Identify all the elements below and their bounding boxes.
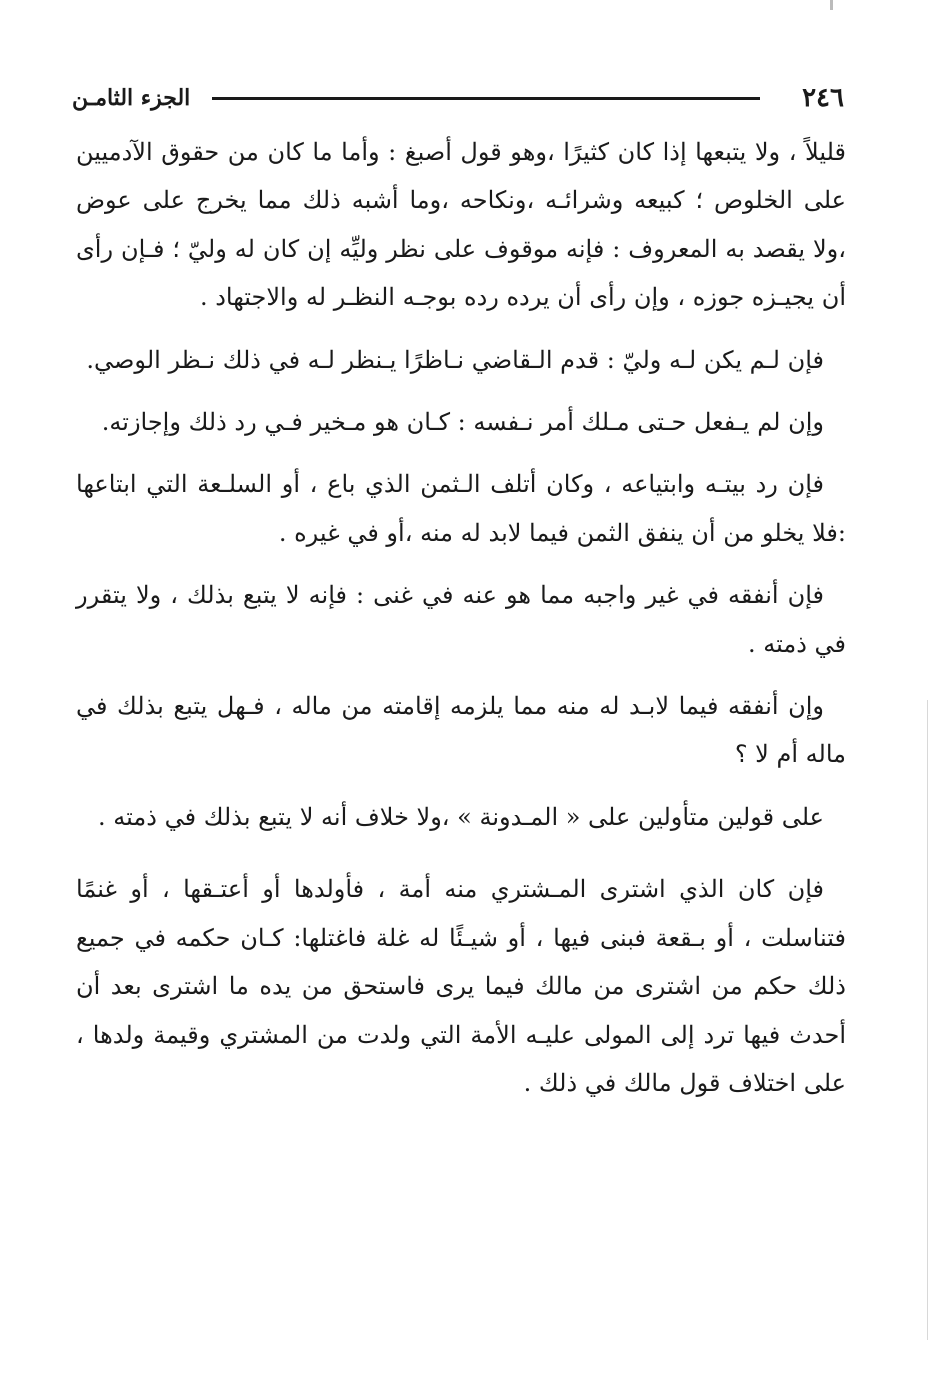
running-title: الجزء الثامـن: [72, 85, 191, 111]
scan-mark: [830, 0, 833, 10]
page-number: ٢٤٦: [802, 83, 844, 113]
paragraph: فإن رد بيتـه وابتياعه ، وكان أتلف الـثمن الذي باع ، أو السلـعة التي ابتاعها :فلا يخلو من أن ينفق الثمن فيما لابد له منه ،أو في غيره .: [76, 470, 846, 547]
header-rule: [212, 97, 760, 100]
paragraph: وإن لم يـفعل حـتى مـلك أمر نـفسه : كـان هو مـخير فـي رد ذلك وإجازته.: [101, 408, 824, 437]
paragraph: فإن لـم يكن لـه وليّ : قدم الـقاضي نـاظرًا يـنظر لـه في ذلك نـظر الوصي.: [86, 345, 824, 374]
paragraph: قليلاً ، ولا يتبعها إذا كان كثيرًا ،وهو قول أصبغ : وأما ما كان من حقوق الآدميين على الخلوص ؛ كبيعه وشرائـه ،ونكاحه ،وما أشبه ذلك مما يخرج على عوض ،ولا يقصد به المعروف : فإنه موقوف على نظر وليِّه إن كان له وليّ ؛ فـإن رأى أن يجيـزه جوزه ، وإن رأى أن يرده رده بوجـه النظـر له والاجتهاد .: [76, 138, 846, 312]
paragraph: فإن أنفقه في غير واجبه مما هو عنه في غنى : فإنه لا يتبع بذلك ، ولا يتقرر في ذمته .: [76, 581, 846, 658]
page-header: [72, 78, 848, 118]
scan-edge-line: [927, 700, 928, 1340]
paragraph: وإن أنفقه فيما لابـد له منه مما يلزمه إقامته من ماله ، فـهل يتبع بذلك في ماله أم لا ؟: [76, 692, 846, 769]
paragraph: فإن كان الذي اشترى المـشتري منه أمة ، فأولدها أو أعتـقها ، أو غنمًا فتناسلت ، أو بـقعة فبنى فيها ، أو شيـئًا له غلة فاغتلها: كـان حكمه في جميع ذلك حكم من اشترى من مالك فيما يرى فاستحق من يده ما اشترى بعد أن أحدث فيها ترد إلى المولى عليـه الأمة التي ولدت من المشتري وقيمة ولدها ، على اختلاف قول مالك في ذلك .: [76, 875, 846, 1097]
page-body: [76, 128, 846, 1107]
paragraph: على قولين متأولين على « المـدونة » ،ولا خلاف أنه لا يتبع بذلك في ذمته .: [98, 802, 824, 831]
